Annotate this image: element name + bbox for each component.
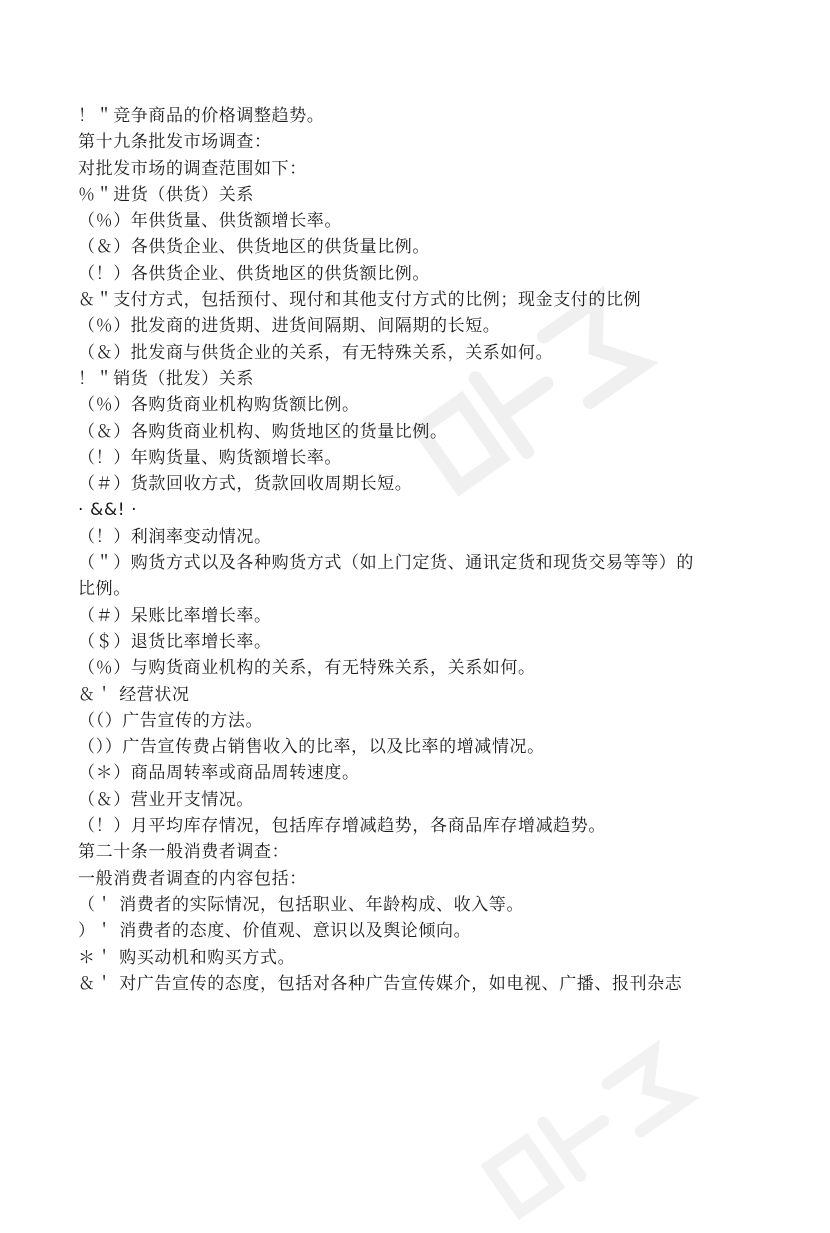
- text-line: （＆）批发商与供货企业的关系，有无特殊关系，关系如何。: [78, 342, 554, 363]
- watermark-logo: [465, 1027, 705, 1233]
- section-heading: 第十九条批发市场调查：: [78, 132, 272, 153]
- text-line: （！）月平均库存情况，包括库存增减趋势，各商品库存增减趋势。: [78, 816, 606, 837]
- section-heading: 第二十条一般消费者调查：: [78, 842, 290, 863]
- document-body: [78, 103, 778, 997]
- text-line: （％）各购货商业机构购货额比例。: [78, 395, 360, 416]
- text-line: （（）广告宣传的方法。: [78, 710, 264, 731]
- text-line: （＄）退货比率增长率。: [78, 631, 272, 652]
- text-line: ％＂进货（供货）关系: [78, 184, 254, 205]
- text-line: （＃）货款回收方式，货款回收周期长短。: [78, 474, 413, 495]
- text-line: ！＂竞争商品的价格调整趋势。: [78, 106, 325, 126]
- text-line: （＂）购货方式以及各种购货方式（如上门定货、通讯定货和现货交易等等）的: [78, 553, 694, 574]
- text-line: （！）利润率变动情况。: [78, 526, 272, 547]
- text-line: ）＇ 消费者的态度、价值观、意识以及舆论倾向。: [78, 921, 472, 942]
- text-line: ＆＇ 对广告宣传的态度，包括对各种广告宣传媒介，如电视、广播、报刊杂志: [78, 973, 683, 994]
- text-line: （％）与购货商业机构的关系，有无特殊关系，关系如何。: [78, 658, 536, 679]
- text-line: （＆）各供货企业、供货地区的供货量比例。: [78, 237, 430, 258]
- text-line: ！＂销货（批发）关系: [78, 368, 254, 389]
- text-line: （＆）各购货商业机构、购货地区的货量比例。: [78, 421, 448, 442]
- text-line: ＊＇ 购买动机和购买方式。: [78, 947, 296, 968]
- text-line: ＆＇ 经营状况: [78, 684, 190, 705]
- text-line: （＊）商品周转率或商品周转速度。: [78, 763, 360, 784]
- text-line: （＇ 消费者的实际情况，包括职业、年龄构成、收入等。: [78, 894, 525, 915]
- text-line: 一般消费者调查的内容包括：: [78, 868, 307, 889]
- text-line: （！）年购货量、购货额增长率。: [78, 447, 342, 468]
- page-marker: · &&! ·: [78, 500, 138, 521]
- text-line: 比例。: [78, 579, 131, 600]
- text-line: （＆）营业开支情况。: [78, 789, 254, 810]
- text-line: （＃）呆账比率增长率。: [78, 605, 272, 626]
- text-line: 对批发市场的调查范围如下：: [78, 158, 307, 179]
- text-line: （））广告宣传费占销售收入的比率，以及比率的增减情况。: [78, 737, 545, 758]
- text-line: ＆＂支付方式，包括预付、现付和其他支付方式的比例；现金支付的比例: [78, 290, 642, 311]
- text-line: （％）年供货量、供货额增长率。: [78, 211, 342, 232]
- text-line: （！）各供货企业、供货地区的供货额比例。: [78, 263, 430, 284]
- text-line: （％）批发商的进货期、进货间隔期、间隔期的长短。: [78, 316, 501, 337]
